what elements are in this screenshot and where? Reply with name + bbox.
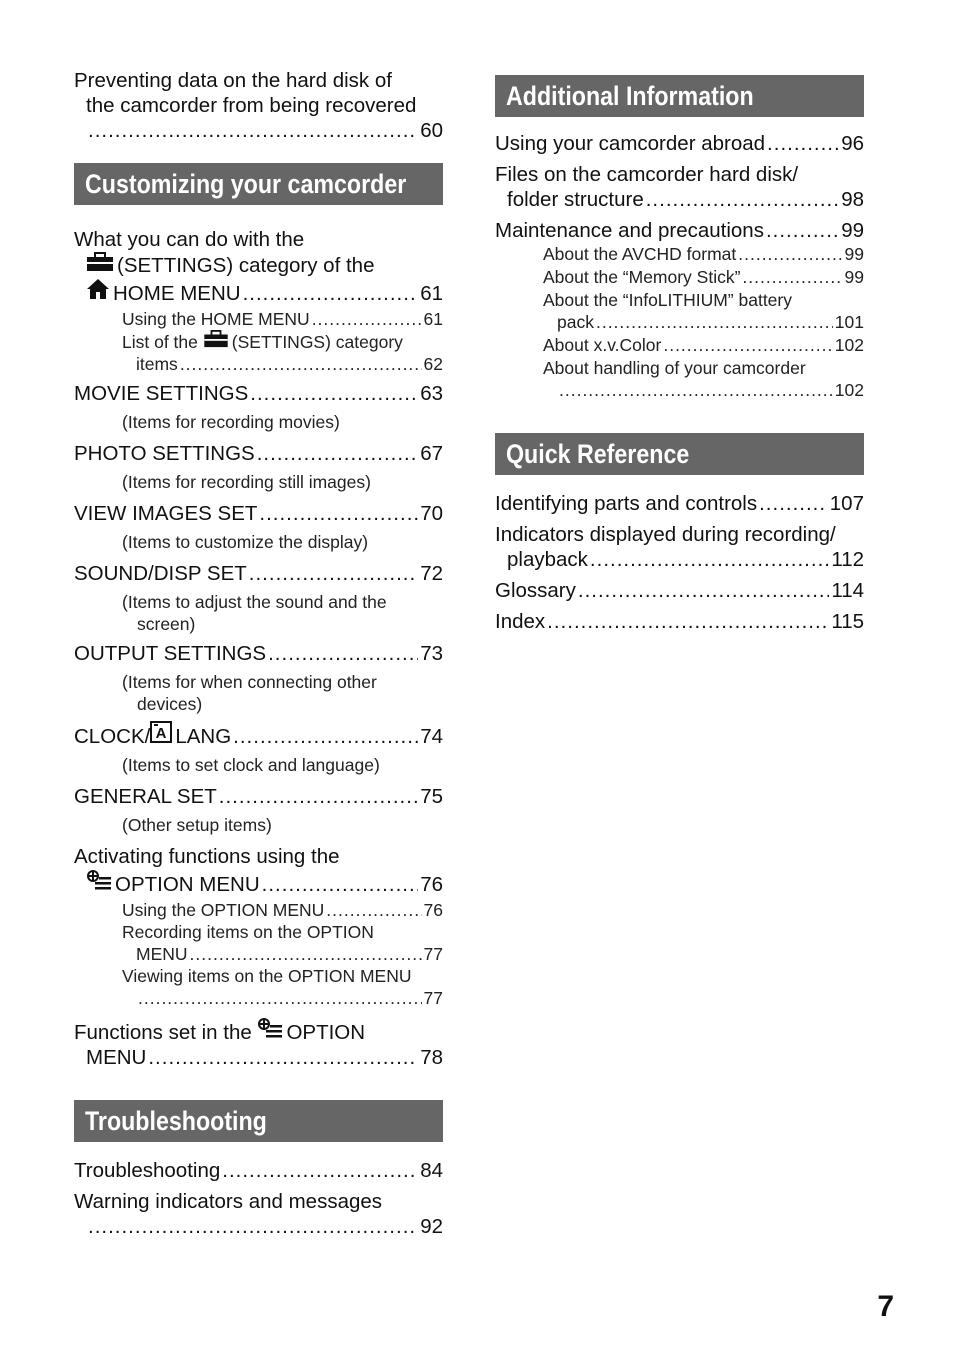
toc-subentry-list-of-settings[interactable]: List of the (SETTINGS) category items ..... 62 <box>74 330 443 375</box>
toc-entry-warning-indicators[interactable]: Warning indicators and messages ..... 92 <box>74 1189 443 1239</box>
toolbox-icon <box>86 252 114 272</box>
toc-entry-clock-lang[interactable]: CLOCK/ A LANG ..... 74 <box>74 721 443 749</box>
svg-text:A: A <box>155 725 167 742</box>
toc-entry-glossary[interactable]: Glossary ..... 114 <box>495 578 864 603</box>
toc-note-output: (Items for when connecting other devices) <box>122 672 377 714</box>
home-icon <box>86 278 110 300</box>
toc-entry-troubleshooting[interactable]: Troubleshooting ..... 84 <box>74 1158 443 1183</box>
toc-entry-files-hard-disk[interactable]: Files on the camcorder hard disk/ folder structure ..... 98 <box>495 162 864 212</box>
page-number: 7 <box>877 1290 894 1323</box>
toc-entry-index[interactable]: Index ..... 115 <box>495 609 864 634</box>
right-column <box>495 75 864 634</box>
toc-note-general: (Other setup items) <box>122 815 272 835</box>
toc-entry-sound-disp-set[interactable]: SOUND/DISP SET ..... 72 <box>74 561 443 586</box>
toc-subentry-viewing-items[interactable]: Viewing items on the OPTION MENU ..... 77 <box>74 965 443 1009</box>
toc-entry-maintenance[interactable]: Maintenance and precautions ..... 99 <box>495 218 864 243</box>
toc-entry-movie-settings[interactable]: MOVIE SETTINGS ..... 63 <box>74 381 443 406</box>
toc-entry-photo-settings[interactable]: PHOTO SETTINGS ..... 67 <box>74 441 443 466</box>
section-header-customizing: Customizing your camcorder <box>74 163 443 205</box>
toc-entry-output-settings[interactable]: OUTPUT SETTINGS ..... 73 <box>74 641 443 666</box>
toolbox-icon <box>203 330 229 348</box>
toc-subentry-avchd[interactable]: About the AVCHD format ..... 99 <box>495 243 864 265</box>
toc-subentry-memory-stick[interactable]: About the “Memory Stick” ..... 99 <box>495 266 864 288</box>
toc-subentry-handling[interactable]: About handling of your camcorder ..... 102 <box>495 357 864 401</box>
toc-note-sound: (Items to adjust the sound and the screen) <box>122 592 387 634</box>
toc-subentry-recording-items[interactable]: Recording items on the OPTION MENU ..... 77 <box>74 921 443 965</box>
toc-subentry-using-option-menu[interactable]: Using the OPTION MENU ..... 76 <box>74 899 443 921</box>
toc-note-photo: (Items for recording still images) <box>122 472 371 492</box>
toc-entry-what-you-can-do[interactable]: What you can do with the (SETTINGS) category of the HOME MENU ..... 61 <box>74 227 443 306</box>
toc-note-clock: (Items to set clock and language) <box>122 755 380 775</box>
toc-subentry-xvcolor[interactable]: About x.v.Color ..... 102 <box>495 334 864 356</box>
toc-entry-indicators[interactable]: Indicators displayed during recording/ playback ..... 112 <box>495 522 864 572</box>
section-header-quick-reference: Quick Reference <box>495 433 864 475</box>
toc-entry-view-images-set[interactable]: VIEW IMAGES SET ..... 70 <box>74 501 443 526</box>
toc-subentry-using-home-menu[interactable]: Using the HOME MENU ..... 61 <box>74 308 443 330</box>
toc-entry-general-set[interactable]: GENERAL SET ..... 75 <box>74 784 443 809</box>
toc-entry-activating-functions[interactable]: Activating functions using the OPTION MENU ..... 76 <box>74 844 443 897</box>
toc-note-movie: (Items for recording movies) <box>122 412 340 432</box>
section-header-additional: Additional Information <box>495 75 864 117</box>
toc-entry-camcorder-abroad[interactable]: Using your camcorder abroad ..... 96 <box>495 131 864 156</box>
left-column <box>74 68 443 1239</box>
toc-entry-functions-set[interactable]: Functions set in the OPTION MENU ..... 78 <box>74 1017 443 1070</box>
toc-subentry-infolithium[interactable]: About the “InfoLITHIUM” battery pack ..... 101 <box>495 289 864 333</box>
section-header-troubleshooting: Troubleshooting <box>74 1100 443 1142</box>
option-menu-icon <box>257 1017 283 1039</box>
toc-entry-preventing-data[interactable]: Preventing data on the hard disk of the camcorder from being recovered ..... 60 <box>74 68 443 143</box>
language-icon <box>150 721 172 743</box>
option-menu-icon <box>86 869 112 891</box>
toc-entry-identifying-parts[interactable]: Identifying parts and controls ..... 107 <box>495 491 864 516</box>
toc-note-view: (Items to customize the display) <box>122 532 369 552</box>
